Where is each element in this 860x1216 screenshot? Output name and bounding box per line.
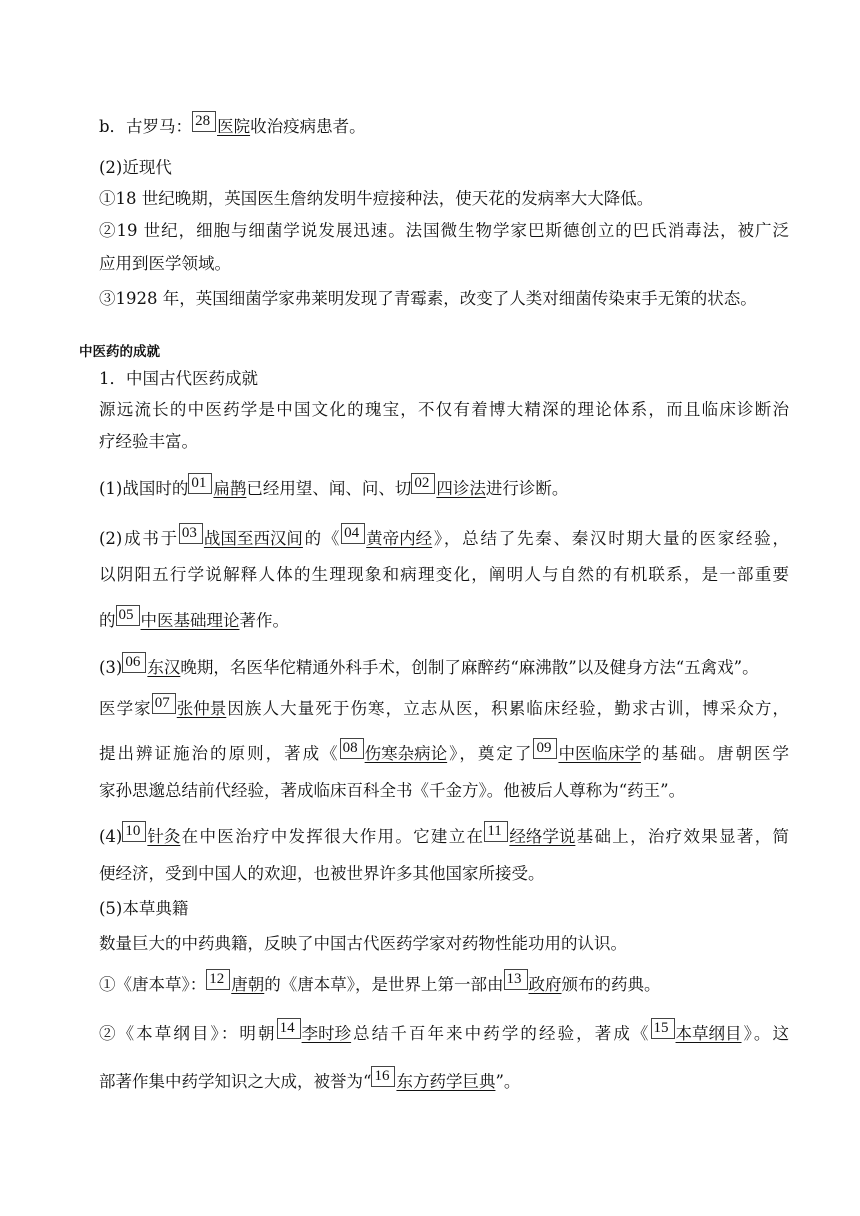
line-text: 》，总结了先秦、秦汉时期大量的医家经验， (432, 529, 790, 548)
blank-answer: 政府 (528, 975, 562, 994)
line-text: 应用到医学领域。 (99, 254, 231, 273)
fill-blank (206, 973, 264, 997)
text-line (99, 398, 789, 422)
blank-answer: 伤寒杂病论 (364, 744, 448, 763)
text-line (99, 825, 789, 849)
line-text: 疗经验丰富。 (99, 432, 198, 451)
blank-answer: 本草纲目 (675, 1024, 742, 1043)
fill-blank (277, 1022, 352, 1046)
blank-number-box: 05 (116, 605, 140, 626)
text-line (99, 115, 789, 139)
blank-number-box: 14 (277, 1018, 301, 1039)
blank-answer: 经络学说 (509, 827, 576, 846)
blank-number-box: 09 (533, 738, 557, 759)
line-text: 进行诊断。 (485, 479, 569, 498)
line-text: 数量巨大的中药典籍，反映了中国古代医药学家对药物性能功用的认识。 (99, 934, 627, 953)
line-text: 的基础。唐朝医学 (640, 744, 790, 763)
blank-answer: 唐朝 (231, 975, 265, 994)
text-line (99, 742, 789, 766)
text-line (99, 932, 789, 956)
text-line (99, 862, 789, 886)
line-text: ①18 世纪晚期，英国医生詹纳发明牛痘接种法，使天花的发病率大大降低。 (99, 189, 654, 208)
blank-number-box: 06 (122, 652, 146, 673)
line-text: 1．中国古代医药成就 (99, 369, 258, 388)
blank-answer: 战国至西汉间 (203, 529, 303, 548)
fill-blank (411, 477, 486, 501)
fill-blank (341, 527, 432, 551)
line-text: 在中医治疗中发挥很大作用。它建立在 (180, 827, 485, 846)
fill-blank (192, 115, 250, 139)
blank-answer: 扁鹊 (213, 479, 247, 498)
blank-answer: 针灸 (147, 827, 181, 846)
line-text: (2)成书于 (99, 529, 179, 548)
text-line (99, 287, 789, 311)
line-text: (1)战国时的 (99, 479, 189, 498)
blank-number-box: 11 (484, 821, 508, 842)
line-text: (4) (99, 827, 123, 846)
line-text: (2)近现代 (99, 158, 172, 177)
line-text: 的《唐本草》，是世界上第一部由 (264, 975, 504, 994)
fill-blank (122, 656, 180, 680)
line-text: 著作。 (239, 611, 289, 630)
text-line (99, 430, 789, 454)
blank-number-box: 10 (122, 821, 146, 842)
blank-number-box: 07 (152, 693, 176, 714)
blank-number-box: 01 (188, 473, 212, 494)
text-line (99, 1070, 789, 1094)
blank-answer: 中医临床学 (558, 744, 641, 763)
section-heading: 中医药的成就 (79, 344, 160, 360)
text-line (99, 527, 789, 551)
text-line (99, 367, 789, 391)
fill-blank (533, 742, 641, 766)
fill-blank (179, 527, 303, 551)
blank-number-box: 12 (206, 969, 230, 990)
blank-number-box: 03 (179, 523, 203, 544)
text-line (99, 973, 789, 997)
line-text: 的《 (302, 529, 342, 548)
blank-answer: 东汉 (147, 658, 181, 677)
line-text: 收治疫病患者。 (250, 117, 366, 136)
blank-answer: 黄帝内经 (366, 529, 433, 548)
line-text: 源远流长的中医药学是中国文化的瑰宝，不仅有着博大精深的理论体系，而且临床诊断治 (99, 400, 789, 419)
text-line (99, 156, 789, 180)
text-line (99, 563, 789, 587)
blank-number-box: 16 (371, 1066, 395, 1087)
line-text: ①《唐本草》： (99, 975, 207, 994)
blank-answer: 医院 (217, 117, 251, 136)
text-line (99, 656, 789, 680)
line-text: 以阴阳五行学说解释人体的生理现象和病理变化，阐明人与自然的有机联系，是一部重要 (99, 565, 789, 584)
text-line (99, 1022, 789, 1046)
text-line (99, 187, 789, 211)
line-text: 已经用望、闻、问、切 (246, 479, 412, 498)
line-text: ③1928 年，英国细菌学家弗莱明发现了青霉素，改变了人类对细菌传染束手无策的状态。 (99, 289, 757, 308)
text-line (99, 779, 789, 803)
blank-number-box: 04 (341, 523, 365, 544)
text-line (99, 897, 789, 921)
line-text: 基础上，治疗效果显著，简 (575, 827, 790, 846)
text-line (99, 609, 789, 633)
line-text: 的 (99, 611, 116, 630)
line-text: 因族人大量死于伤寒，立志从医，积累临床经验，勤求古训，博采众方， (226, 699, 790, 718)
line-text: ”。 (495, 1072, 521, 1091)
blank-answer: 中医基础理论 (140, 611, 240, 630)
line-text: 便经济，受到中国人的欢迎，也被世界许多其他国家所接受。 (99, 864, 545, 883)
blank-number-box: 13 (504, 969, 528, 990)
fill-blank (504, 973, 562, 997)
line-text: 》，奠定了 (447, 744, 534, 763)
fill-blank (188, 477, 246, 501)
line-text: b．古罗马： (99, 117, 193, 136)
line-text: 颁布的药典。 (561, 975, 661, 994)
line-text: 提出辨证施治的原则，著成《 (99, 744, 340, 763)
line-text: 部著作集中药学知识之大成，被誉为“ (99, 1072, 372, 1091)
blank-number-box: 15 (651, 1018, 675, 1039)
fill-blank (371, 1070, 495, 1094)
line-text: 医学家 (99, 699, 152, 718)
blank-number-box: 28 (192, 111, 216, 132)
fill-blank (651, 1022, 742, 1046)
blank-number-box: 08 (340, 738, 364, 759)
fill-blank (116, 609, 240, 633)
blank-answer: 东方药学巨典 (396, 1072, 496, 1091)
line-text: (3) (99, 658, 123, 677)
line-text: ②19 世纪，细胞与细菌学说发展迅速。法国微生物学家巴斯德创立的巴氏消毒法，被广泛 (99, 221, 789, 240)
line-text: ②《本草纲目》：明朝 (99, 1024, 277, 1043)
line-text: (5)本草典籍 (99, 899, 189, 918)
blank-answer: 李时珍 (301, 1024, 352, 1043)
fill-blank (152, 697, 227, 721)
text-line (99, 697, 789, 721)
fill-blank (484, 825, 575, 849)
line-text: 晚期，名医华佗精通外科手术，创制了麻醉药“麻沸散”以及健身方法“五禽戏”。 (180, 658, 759, 677)
fill-blank (340, 742, 448, 766)
line-text: 总结千百年来中药学的经验，著成《 (351, 1024, 651, 1043)
blank-answer: 四诊法 (436, 479, 486, 498)
text-line (99, 219, 789, 243)
text-line (99, 252, 789, 276)
line-text: 》。这 (741, 1024, 790, 1043)
text-line (99, 477, 789, 501)
line-text: 家孙思邈总结前代经验，著成临床百科全书《千金方》。他被后人尊称为“药王”。 (99, 781, 686, 800)
blank-number-box: 02 (411, 473, 435, 494)
blank-answer: 张仲景 (176, 699, 227, 718)
fill-blank (122, 825, 180, 849)
